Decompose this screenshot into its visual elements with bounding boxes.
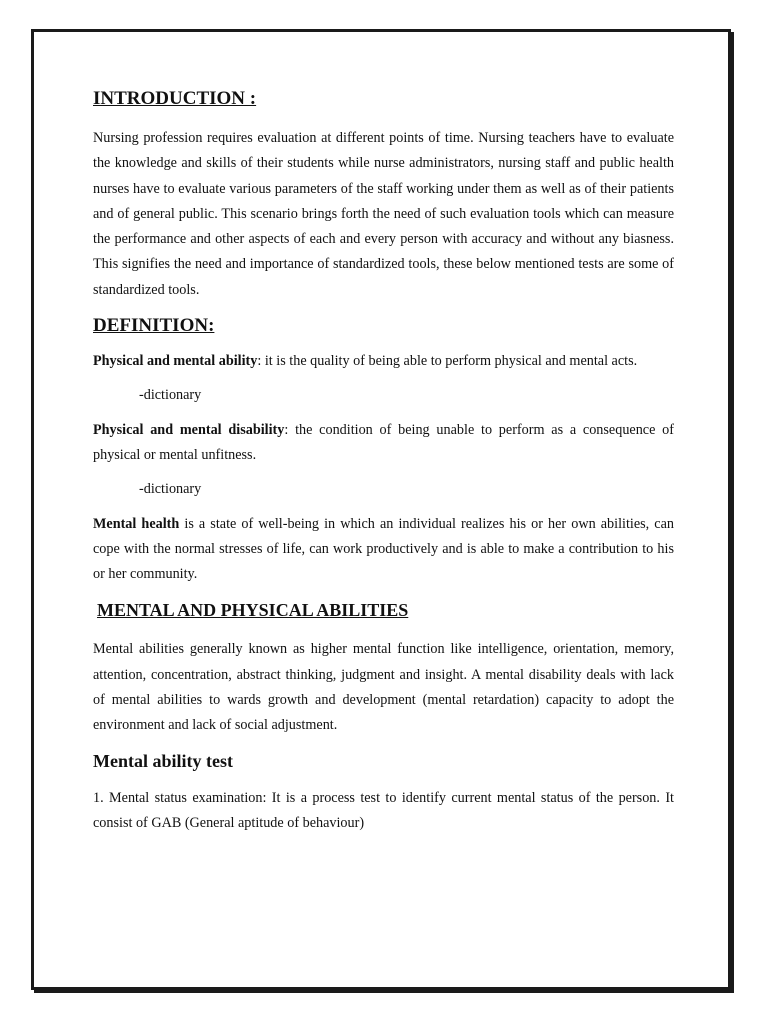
definition-mental-health [93,512,674,588]
abilities-heading: MENTAL AND PHYSICAL ABILITIES [97,600,409,621]
definition-heading: DEFINITION: [93,315,215,337]
definition-disability-term: Physical and mental disability [93,421,285,438]
mental-status-examination-item: 1. Mental status examination: It is a process test to identify current mental status of the person. It consist of GAB (General aptitude of behaviour) [93,789,674,831]
definition-disability [93,418,674,469]
definition-ability-source: -dictionary [139,387,202,404]
document-body [93,86,674,845]
definition-disability-text: : the condition of being unable to perform as a consequence of physical or mental unfitness. [93,421,674,463]
definition-ability-term: Physical and mental ability [93,353,258,370]
definition-ability-text: : it is the quality of being able to perform physical and mental acts. [257,353,638,370]
introduction-heading: INTRODUCTION : [93,88,257,109]
definition-disability-source: -dictionary [139,481,202,498]
abilities-paragraph: Mental abilities generally known as higher mental function like intelligence, orientation, memory, attention, concentration, abstract thinking, judgment and insight. A mental disability deals with lack of mental abilities to wards growth and development (mental retardation) capacity to adopt the environment and lack of social adjustment. [93,641,674,734]
introduction-paragraph: Nursing profession requires evaluation at different points of time. Nursing teachers have to evaluate the knowledge and skills of their students while nurse administrators, nursing staff and public health nurses have to evaluate various parameters of the staff working under them as well as of their patients and of general public. This scenario brings forth the need of such evaluation tools which can measure the performance and other aspects of each and every person with accuracy and without any biasness. This signifies the need and importance of standardized tools, these below mentioned tests are some of standardized tools. [93,130,674,298]
definition-ability [93,349,674,374]
definition-mental-health-term: Mental health [93,515,180,532]
mental-ability-test-heading: Mental ability test [93,750,233,771]
definition-mental-health-text: is a state of well-being in which an individual realizes his or her own abilities, can cope with the normal stresses of life, can work productively and is able to make a contribution to his or her community. [93,515,674,583]
